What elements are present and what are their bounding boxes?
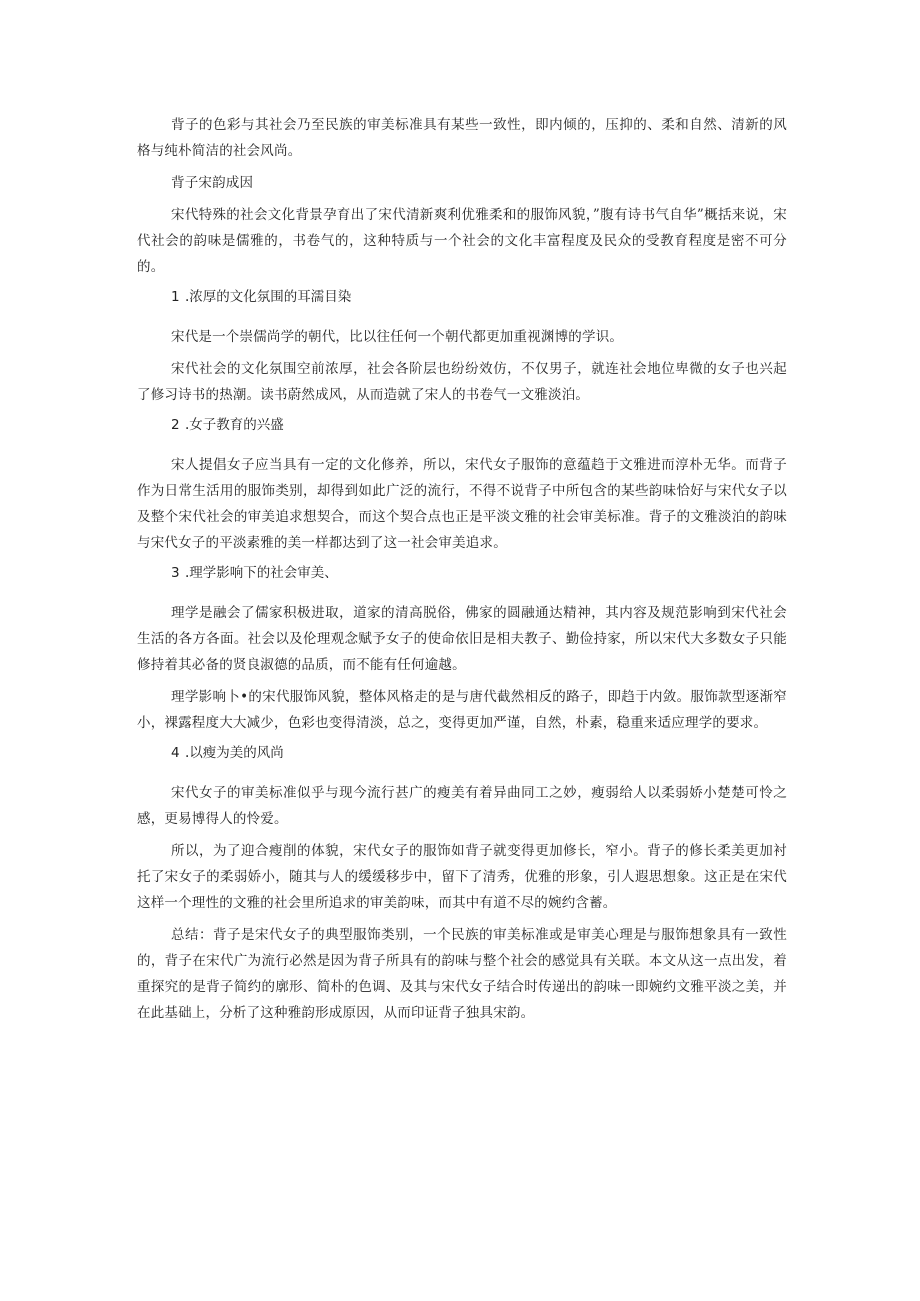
paragraph-neo-confucianism: 理学是融会了儒家积极进取，道家的清高脱俗，佛家的圆融通达精神，其内容及规范影响到宋代社会生活的各方各面。社会以及伦理观念赋予女子的使命依旧是相夫教子、勤俭持家，所以宋代大多数女子只能修持着其必备的贤良淑德的品质，而不能有任何逾越。 (137, 605, 787, 673)
paragraph-cultural-atmosphere: 宋代社会的文化氛围空前浓厚，社会各阶层也纷纷效仿，不仅男子，就连社会地位卑微的女子也兴起了修习诗书的热潮。读书蔚然成风，从而造就了宋人的书卷气一文雅淡泊。 (137, 361, 787, 403)
document-page (137, 112, 787, 1026)
paragraph-female-education: 宋人提倡女子应当具有一定的文化修养，所以，宋代女子服饰的意蕴趋于文雅进而淳朴无华。而背子作为日常生活用的服饰类别，却得到如此广泛的流行，不得不说背子中所包含的某些韵味恰好与宋代女子以及整个宋代社会的审美追求想契合，而这个契合点也正是平淡文雅的社会审美标准。背子的文雅淡泊的韵味与宋代女子的平淡素雅的美一样都达到了这一社会审美追求。 (137, 457, 787, 551)
heading-4-number: 4 (171, 745, 180, 761)
heading-3-number: 3 (171, 565, 180, 581)
paragraph-slender-clothing: 所以，为了迎合瘦削的体貌，宋代女子的服饰如背子就变得更加修长，窄小。背子的修长柔美更加衬托了宋女子的柔弱娇小，随其与人的缓缓移步中，留下了清秀，优雅的形象，引人遐思想象。这正是在宋代这样一个理性的文雅的社会里所追求的审美韵味，而其中有道不尽的婉约含蓄。 (137, 843, 787, 911)
paragraph-slender-beauty: 宋代女子的审美标准似乎与现今流行甚广的瘦美有着异曲同工之妙，瘦弱给人以柔弱娇小楚楚可怜之感，更易博得人的怜爱。 (137, 785, 787, 827)
section-title: 背子宋韵成因 (171, 175, 254, 191)
heading-4 (137, 740, 787, 766)
heading-2-number: 2 (171, 417, 180, 433)
heading-2 (137, 412, 787, 438)
heading-1-text: .浓厚的文化氛围的耳濡目染 (185, 289, 352, 305)
paragraph-conclusion: 总结：背子是宋代女子的典型服饰类别，一个民族的审美标准或是审美心理是与服饰想象具有一致性的，背子在宋代广为流行必然是因为背子所具有的韵味与整个社会的感觉具有关联。本文从这一点出发，着重探究的是背子简约的廓形、简朴的色调、及其与宋代女子结合时传递出的韵味一即婉约文雅平淡之美，并在此基础上，分析了这种雅韵形成原因，从而印证背子独具宋韵。 (137, 927, 787, 1021)
heading-3 (137, 560, 787, 586)
heading-2-text: .女子教育的兴盛 (185, 417, 284, 433)
heading-3-text: .理学影响下的社会审美、 (185, 565, 338, 581)
paragraph-color-aesthetics: 背子的色彩与其社会乃至民族的审美标准具有某些一致性，即内倾的，压抑的、柔和自然、清新的风格与纯朴简洁的社会风尚。 (137, 117, 787, 159)
heading-4-text: .以瘦为美的风尚 (185, 745, 284, 761)
paragraph-cultural-background: 宋代特殊的社会文化背景孕育出了宋代清新爽利优雅柔和的服饰风貌，”腹有诗书气自华”概括来说，宋代社会的韵味是儒雅的，书卷气的，这种特质与一个社会的文化丰富程度及民众的受教育程度是密不可分的。 (137, 207, 787, 275)
heading-1 (137, 284, 787, 310)
heading-1-number: 1 (171, 289, 180, 305)
paragraph-clothing-style: 理学影响卜•的宋代服饰风貌，整体风格走的是与唐代截然相反的路子，即趋于内敛。服饰款型逐渐窄小，裸露程度大大减少，色彩也变得清淡，总之，变得更加严谨，自然，朴素，稳重来适应理学的要求。 (137, 689, 787, 731)
paragraph-scholarly-dynasty: 宋代是一个崇儒尚学的朝代，比以往任何一个朝代都更加重视渊博的学识。 (171, 329, 624, 345)
